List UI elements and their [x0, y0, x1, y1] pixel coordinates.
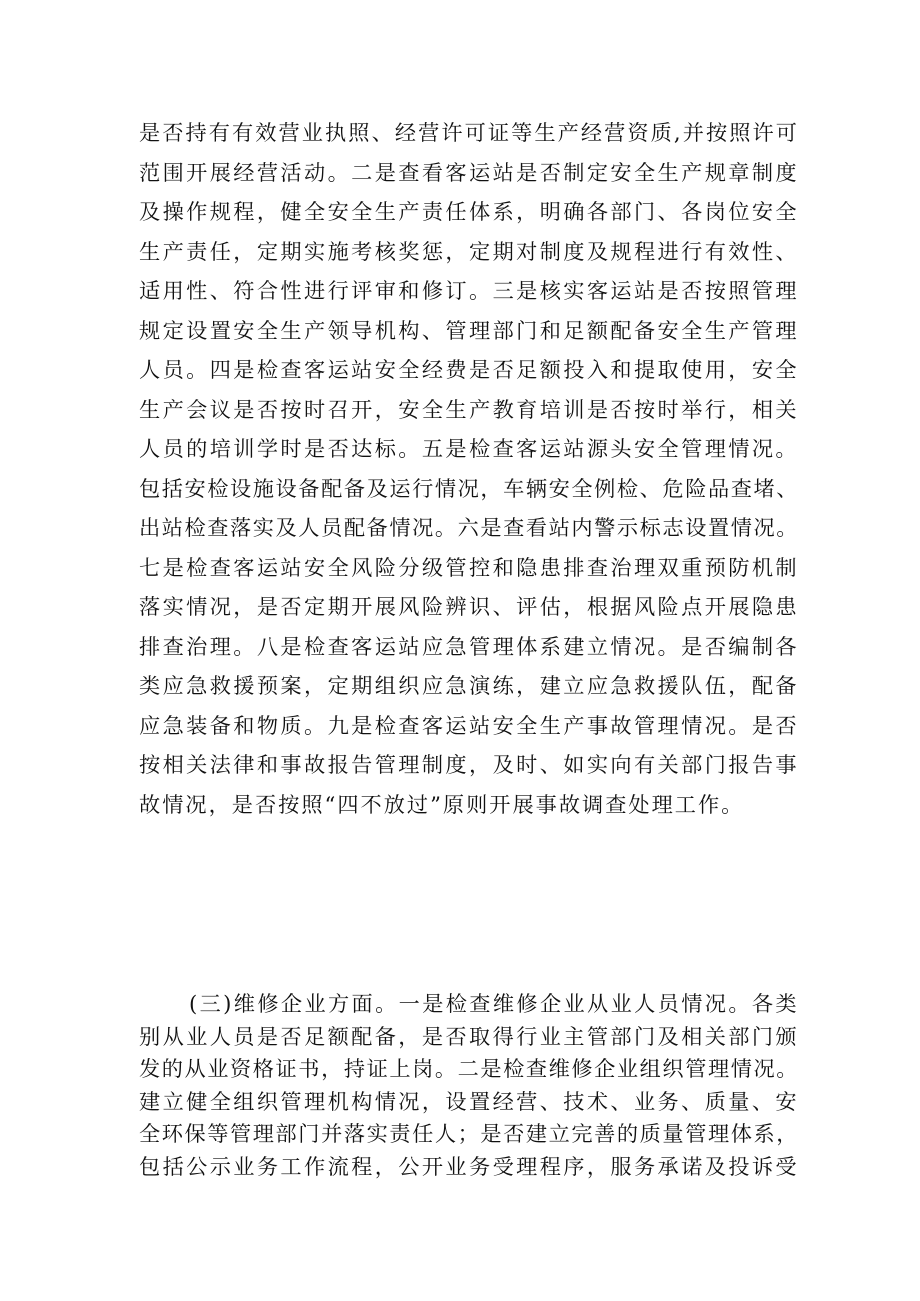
text-line: 生产责任，定期实施考核奖惩，定期对制度及规程进行有效性、 — [139, 238, 799, 264]
text-line: 人员的培训学时是否达标。五是检查客运站源头安全管理情况。 — [139, 436, 799, 461]
text-line: (三)维修企业方面。一是检查维修企业从业人员情况。各类 — [189, 991, 799, 1016]
text-line: 是否持有有效营业执照、经营许可证等生产经营资质,并按照许可 — [139, 120, 799, 145]
text-line: 规定设置安全生产领导机构、管理部门和足额配备安全生产管理 — [139, 317, 799, 343]
text-line: 建立健全组织管理机构情况，设置经营、技术、业务、质量、安 — [139, 1088, 799, 1114]
text-line: 及操作规程，健全安全生产责任体系，明确各部门、各岗位安全 — [139, 199, 799, 224]
text-line: 故情况，是否按照“四不放过”原则开展事故调查处理工作。 — [139, 791, 745, 817]
text-line: 包括公示业务工作流程，公开业务受理程序，服务承诺及投诉受 — [139, 1153, 799, 1179]
text-line: 适用性、符合性进行评审和修订。三是核实客运站是否按照管理 — [139, 278, 799, 303]
text-line: 范围开展经营活动。二是查看客运站是否制定安全生产规章制度 — [139, 159, 799, 185]
text-line: 应急装备和物质。九是检查客运站安全生产事故管理情况。是否 — [139, 712, 799, 738]
text-line: 类应急救援预案，定期组织应急演练，建立应急救援队伍，配备 — [139, 673, 799, 698]
text-line: 人员。四是检查客运站安全经费是否足额投入和提取使用，安全 — [139, 357, 799, 382]
text-line: 七是检查客运站安全风险分级管控和隐患排查治理双重预防机制 — [139, 554, 799, 580]
text-line: 出站检查落实及人员配备情况。六是查看站内警示标志设置情况。 — [139, 515, 799, 540]
text-line: 生产会议是否按时召开，安全生产教育培训是否按时举行，相关 — [139, 396, 799, 422]
text-line: 别从业人员是否足额配备，是否取得行业主管部门及相关部门颁 — [139, 1023, 799, 1049]
paragraph-passenger-station-inspection — [139, 113, 799, 824]
text-line: 全环保等管理部门并落实责任人；是否建立完善的质量管理体系， — [139, 1121, 799, 1147]
text-line: 发的从业资格证书，持证上岗。二是检查维修企业组织管理情况。 — [139, 1056, 799, 1082]
text-line: 包括安检设施设备配备及运行情况，车辆安全例检、危险品查堵、 — [139, 475, 799, 501]
text-line: 排查治理。八是检查客运站应急管理体系建立情况。是否编制各 — [139, 633, 799, 659]
paragraph-repair-enterprise — [139, 988, 799, 1184]
text-line: 按相关法律和事故报告管理制度，及时、如实向有关部门报告事 — [139, 752, 799, 777]
text-line: 落实情况，是否定期开展风险辨识、评估，根据风险点开展隐患 — [139, 594, 799, 619]
